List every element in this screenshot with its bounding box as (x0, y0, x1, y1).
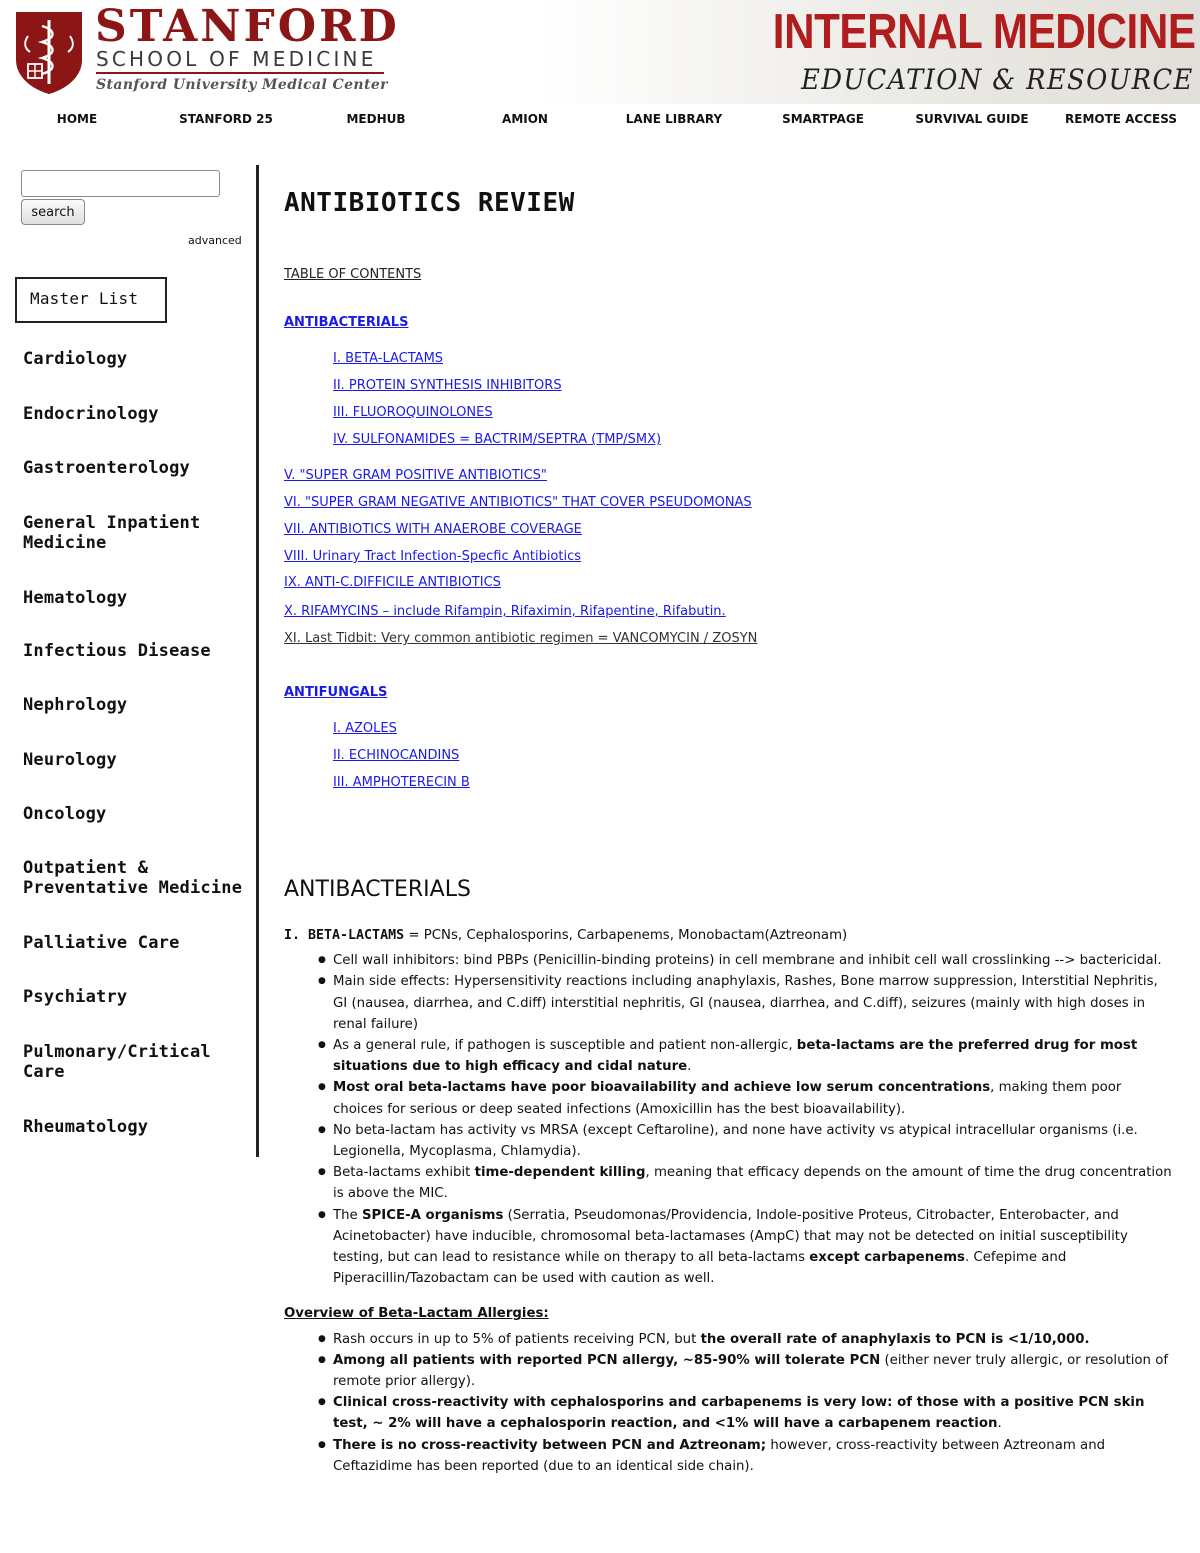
list-item (318, 1350, 1174, 1392)
nav-smartpage[interactable]: SMARTPAGE (782, 112, 864, 126)
list-item (318, 1035, 1174, 1077)
top-nav (0, 104, 1200, 134)
sidebar-item-palliative-care[interactable]: Palliative Care (23, 933, 180, 953)
list-item-bold: There is no cross-reactivity between PCN and Aztreonam; (333, 1437, 767, 1453)
toc-title: TABLE OF CONTENTS (284, 267, 422, 282)
nav-survival-guide[interactable]: SURVIVAL GUIDE (915, 112, 1029, 126)
toc-rifamycins-link[interactable]: X. RIFAMYCINS – include Rifampin, Rifaximin, Rifapentine, Rifabutin. (284, 604, 726, 619)
list-item (318, 1435, 1174, 1477)
logo-rule (96, 72, 384, 74)
toc-amphotericin-link[interactable]: III. AMPHOTERECIN B (333, 775, 470, 790)
site-header (0, 0, 1200, 104)
list-item-text: , making them poor choices for serious or deep seated infections (Amoxicillin has the best bioavailability). (333, 1080, 1122, 1117)
toc-anaerobe-link[interactable]: VII. ANTIBIOTICS WITH ANAEROBE COVERAGE (284, 522, 582, 537)
advanced-search-link[interactable]: advanced (188, 234, 242, 247)
allergy-overview-title: Overview of Beta-Lactam Allergies: (284, 1306, 549, 1322)
list-item (318, 1329, 1174, 1350)
list-item-bold: beta-lactams are the preferred drug for most situations due to high efficacy and cidal nature (333, 1038, 1138, 1075)
stanford-seal-logo[interactable] (12, 8, 86, 96)
list-item (318, 1162, 1174, 1204)
list-item-text: No beta-lactam has activity vs MRSA (except Ceftaroline), and none have activity vs atypical intracellular organisms (i.e. Legionella, Mycoplasma, Chlamydia). (333, 1122, 1138, 1160)
sidebar-item-nephrology[interactable]: Nephrology (23, 695, 128, 715)
page-title: ANTIBIOTICS REVIEW (284, 188, 575, 218)
list-item-bold: time-dependent killing (474, 1165, 646, 1181)
toc-super-gram-negative-link[interactable]: VI. "SUPER GRAM NEGATIVE ANTIBIOTICS" THAT COVER PSEUDOMONAS (284, 495, 752, 510)
sidebar-item-rheumatology[interactable]: Rheumatology (23, 1117, 149, 1137)
toc-antifungals-link[interactable]: ANTIFUNGALS (284, 685, 388, 700)
list-item-bold: the overall rate of anaphylaxis to PCN is <1/10,000. (700, 1331, 1090, 1347)
list-item-bold: Clinical cross-reactivity with cephalosporins and carbapenems is very low: of those with a positive PCN skin test, ~ 2% will have a cephalosporin reaction, and <1% will have a carbapenem reaction (333, 1395, 1145, 1432)
list-item-text: . (687, 1059, 692, 1075)
list-item-text: Beta-lactams exhibit (333, 1165, 475, 1181)
banner-education-resource: EDUCATION & RESOURCE (801, 63, 1194, 96)
list-item-text: As a general rule, if pathogen is susceptible and patient non-allergic, (333, 1038, 797, 1054)
toc-protein-synthesis-link[interactable]: II. PROTEIN SYNTHESIS INHIBITORS (333, 378, 562, 393)
toc-beta-lactams-link[interactable]: I. BETA-LACTAMS (333, 351, 444, 366)
logo-stanford[interactable]: STANFORD (95, 1, 400, 52)
list-item-bold: SPICE-A organisms (361, 1207, 504, 1223)
sidebar-item-infectious-disease[interactable]: Infectious Disease (23, 641, 211, 661)
banner-internal-medicine[interactable]: INTERNAL MEDICINE (773, 5, 1196, 59)
list-item-text: (either never truly allergic, or resolution of remote prior allergy). (333, 1352, 1169, 1390)
master-list-button[interactable]: Master List (15, 277, 167, 323)
nav-amion[interactable]: AMION (502, 112, 548, 126)
beta-lactams-lead (284, 925, 1174, 946)
toc-fluoroquinolones-link[interactable]: III. FLUOROQUINOLONES (333, 405, 493, 420)
sidebar-item-outpatient-preventative[interactable]: Outpatient & Preventative Medicine (23, 858, 243, 898)
sidebar-item-oncology[interactable]: Oncology (23, 804, 107, 824)
list-item-text: however, cross-reactivity between Aztreonam and Ceftazidime has been reported (due to an identical side chain). (333, 1437, 1106, 1474)
beta-lactams-summary: = PCNs, Cephalosporins, Carbapenems, Monobactam(Aztreonam) (404, 928, 848, 943)
sidebar-item-endocrinology[interactable]: Endocrinology (23, 404, 159, 424)
logo-medical-center: Stanford University Medical Center (96, 77, 388, 93)
section-number: I. (284, 928, 301, 943)
toc-cdiff-link[interactable]: IX. ANTI-C.DIFFICILE ANTIBIOTICS (284, 575, 501, 590)
beta-lactams-list (318, 950, 1174, 1289)
list-item-text: Cell wall inhibitors: bind PBPs (Penicillin-binding proteins) in cell membrane and inhibit cell wall crosslinking --> bactericidal. (333, 953, 1162, 969)
list-item-text: (Serratia, Pseudomonas/Providencia, Indole-positive Proteus, Citrobacter, Enterobacter, and Acinetobacter) have inducible, chromosomal beta-lactamases (AmpC) that may not be detected on initial susceptibility testing, but can lead to resistance while on therapy to all beta-lactams (333, 1207, 1128, 1266)
sidebar-item-psychiatry[interactable]: Psychiatry (23, 987, 128, 1007)
nav-remote-access[interactable]: REMOTE ACCESS (1065, 112, 1177, 126)
nav-home[interactable]: HOME (56, 112, 98, 126)
beta-lactams-section (284, 925, 1174, 1477)
sidebar-divider (256, 165, 259, 1157)
list-item-text: Rash occurs in up to 5% of patients receiving PCN, but (333, 1331, 701, 1347)
list-item-text: The (333, 1207, 362, 1223)
list-item (318, 1120, 1174, 1162)
nav-medhub[interactable]: MEDHUB (346, 112, 406, 126)
list-item (318, 1205, 1174, 1290)
nav-lane-library[interactable]: LANE LIBRARY (625, 112, 723, 126)
allergy-list (318, 1329, 1174, 1477)
toc-sulfonamides-link[interactable]: IV. SULFONAMIDES = BACTRIM/SEPTRA (TMP/SMX) (333, 432, 662, 447)
toc-uti-link[interactable]: VIII. Urinary Tract Infection-Specfic Antibiotics (284, 549, 582, 564)
list-item-bold: Most oral beta-lactams have poor bioavailability and achieve low serum concentrations (333, 1080, 991, 1096)
sidebar-item-cardiology[interactable]: Cardiology (23, 349, 128, 369)
list-item-text: . Cefepime and Piperacillin/Tazobactam can be used with caution as well. (333, 1250, 1067, 1287)
list-item (318, 1392, 1174, 1434)
sidebar-item-neurology[interactable]: Neurology (23, 750, 117, 770)
sidebar-item-gastroenterology[interactable]: Gastroenterology (23, 458, 190, 478)
logo-school-of-medicine: SCHOOL OF MEDICINE (96, 47, 377, 71)
nav-stanford-25[interactable]: STANFORD 25 (179, 112, 273, 126)
sidebar-item-general-inpatient-medicine[interactable]: General Inpatient Medicine (23, 513, 201, 553)
toc-azoles-link[interactable]: I. AZOLES (333, 721, 397, 736)
toc-antibacterials-link[interactable]: ANTIBACTERIALS (284, 315, 409, 330)
list-item-text: , meaning that efficacy depends on the amount of time the drug concentration is above the MIC. (333, 1165, 1172, 1202)
list-item (318, 971, 1174, 1035)
sidebar (0, 160, 258, 1156)
sidebar-item-pulmonary-critical-care[interactable]: Pulmonary/Critical Care (23, 1042, 211, 1082)
section-heading-antibacterials: ANTIBACTERIALS (284, 877, 471, 902)
sidebar-item-hematology[interactable]: Hematology (23, 588, 128, 608)
toc-echinocandins-link[interactable]: II. ECHINOCANDINS (333, 748, 460, 763)
beta-lactams-name: BETA-LACTAMS (308, 928, 405, 943)
search-input[interactable] (21, 170, 220, 197)
list-item-bold: except carbapenems (809, 1250, 965, 1266)
list-item (318, 950, 1174, 971)
toc-last-tidbit-link[interactable]: XI. Last Tidbit: Very common antibiotic regimen = VANCOMYCIN / ZOSYN (284, 631, 758, 646)
search-button[interactable]: search (21, 199, 85, 225)
list-item (318, 1077, 1174, 1119)
list-item-bold: Among all patients with reported PCN allergy, ~85-90% will tolerate PCN (333, 1352, 881, 1368)
list-item-text: . (997, 1416, 1002, 1432)
list-item-text: Main side effects: Hypersensitivity reactions including anaphylaxis, Rashes, Bone marrow suppression, Interstitial Nephritis, GI (nausea, diarrhea, and C.diff) interstitial nephritis, GI (nausea, diarrhea, and C.diff), seizures (mainly with high doses in renal failure) (333, 974, 1158, 1032)
toc-super-gram-positive-link[interactable]: V. "SUPER GRAM POSITIVE ANTIBIOTICS" (284, 468, 547, 483)
